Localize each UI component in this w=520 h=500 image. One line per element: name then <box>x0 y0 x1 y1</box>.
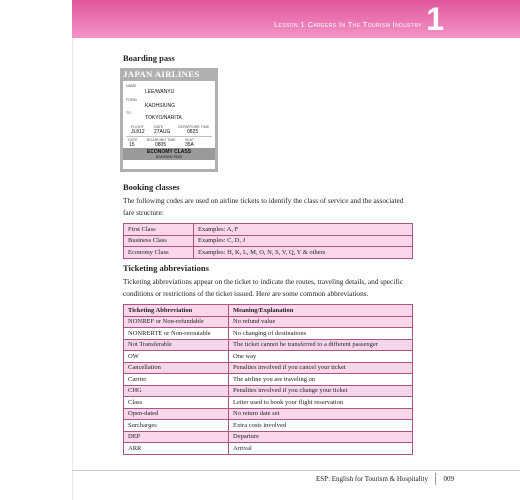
ticketing-abbreviations-table <box>123 304 413 455</box>
book-title: ESP: English for Tourism & Hospitality <box>316 475 428 483</box>
abbreviation-row-description: Letter used to book your flight reservation <box>229 397 413 409</box>
abbreviation-row-term: Cancellation <box>124 362 229 374</box>
class-band <box>123 148 215 160</box>
boarding-pass-heading: Boarding pass <box>123 53 175 63</box>
booking-class-row-description: Examples: H, K, L, M, O, N, S, V, Q, Y & others <box>194 247 413 259</box>
date-label: DATE <box>154 125 164 129</box>
booking-classes-paragraph: The following codes are used on airline tickets to identify the class of service and the associated fare structure: <box>123 196 404 217</box>
abbreviation-row-term: DEP <box>124 431 229 443</box>
lesson-header-band <box>72 0 520 38</box>
airline-name: JAPAN AIRLINES <box>123 69 200 79</box>
boarding-pass-image <box>120 68 218 172</box>
passenger-name: LEE/WANYU <box>145 89 175 95</box>
abbreviation-row-description: Penalties involved if you change your ticket <box>229 385 413 397</box>
abbreviation-row <box>124 443 413 455</box>
boarding-pass-card <box>123 81 215 169</box>
abbreviation-row <box>124 431 413 443</box>
abbreviation-row-description: No return date set <box>229 408 413 420</box>
abbreviation-row-description: The ticket cannot be transferred to a different passenger <box>229 339 413 351</box>
seat-label: SEAT <box>185 138 195 142</box>
from-label: FORM <box>126 98 137 102</box>
abbreviation-row-description: Extra costs involved <box>229 420 413 432</box>
abbreviation-row-term: NONRERTE or Non-reroutable <box>124 328 229 340</box>
abbreviation-row-description: Arrival <box>229 443 413 455</box>
footer-rule <box>72 470 520 471</box>
booking-class-row-description: Examples: A, F <box>194 224 413 236</box>
booking-classes-heading: Booking classes <box>123 182 180 192</box>
abbreviation-row <box>124 362 413 374</box>
boarding-pass-caption: BOARDING PASS <box>155 155 183 159</box>
abbreviation-row <box>124 420 413 432</box>
to-label: TO <box>126 111 131 115</box>
ticketing-abbreviations-heading: Ticketing abbreviations <box>123 263 209 273</box>
boarding-time-label: BOARDING TIME <box>147 138 176 142</box>
booking-class-row <box>124 235 413 247</box>
abbreviation-row <box>124 374 413 386</box>
abbreviation-row-description: No changing of destinations <box>229 328 413 340</box>
abbreviation-row-term: Class <box>124 397 229 409</box>
abbreviation-row-description: No refund value <box>229 316 413 328</box>
boarding-time: 0805 <box>155 142 167 148</box>
abbreviation-row-term: NONREF or Non-refundable <box>124 316 229 328</box>
abbreviation-row-term: ARR <box>124 443 229 455</box>
flight-date: 27AUG <box>154 129 171 135</box>
abbreviation-row <box>124 397 413 409</box>
chapter-number: 1 <box>426 1 444 37</box>
abbreviation-row-description: The airline you are traveling on <box>229 374 413 386</box>
abbreviation-row <box>124 339 413 351</box>
ticketing-abbreviations-paragraph: Ticketing abbreviations appear on the ticket to indicate the routes, traveling details, and specific conditions or restrictions of the ticket issued. Here are some common abbreviations. <box>123 277 403 298</box>
booking-class-row-term: Economy Class <box>124 247 194 259</box>
column-header-meaning: Meaning/Explanation <box>229 305 413 317</box>
booking-classes-table <box>123 223 413 259</box>
origin-city: KAOHSIUNG <box>145 103 176 109</box>
gate-number: 15 <box>129 142 135 148</box>
departure-label: DEPARTURE TIME <box>178 125 210 129</box>
travel-class: ECONOMY CLASS <box>146 149 192 155</box>
page-footer <box>72 470 520 500</box>
flight-number: JL812 <box>131 129 145 135</box>
abbreviation-row-term: Carrier <box>124 374 229 386</box>
flight-label: FLIGHT <box>131 125 144 129</box>
booking-class-row-term: Business Class <box>124 235 194 247</box>
abbreviation-row <box>124 385 413 397</box>
page-edge-rule <box>72 0 73 500</box>
departure-time: 0825 <box>187 129 199 135</box>
abbreviation-row-term: OW <box>124 351 229 363</box>
lesson-title: Lesson 1 Careers In The Tourism Industry <box>273 20 422 29</box>
abbreviation-row-term: Surcharges <box>124 420 229 432</box>
boarding-pass-divider <box>126 136 212 137</box>
abbreviation-row-description: One way <box>229 351 413 363</box>
seat-number: 35A <box>185 142 194 148</box>
abbreviation-row-description: Departure <box>229 431 413 443</box>
abbreviation-row-term: CHG <box>124 385 229 397</box>
page-number: 009 <box>443 475 454 483</box>
footer-separator <box>435 473 436 485</box>
abbreviation-row-term: Not Transferable <box>124 339 229 351</box>
booking-class-row-description: Examples: C, D, J <box>194 235 413 247</box>
abbreviation-row <box>124 328 413 340</box>
abbreviation-row-term: Open-dated <box>124 408 229 420</box>
booking-class-row <box>124 247 413 259</box>
abbreviation-row-description: Penalties involved if you cancel your ticket <box>229 362 413 374</box>
abbreviation-row <box>124 351 413 363</box>
destination-city: TOKYO/NARITA <box>145 115 182 121</box>
booking-class-row-term: First Class <box>124 224 194 236</box>
name-label: NAME <box>126 84 137 88</box>
booking-class-row <box>124 224 413 236</box>
column-header-abbreviation: Ticketing Abbreviation <box>124 305 229 317</box>
abbreviation-row <box>124 408 413 420</box>
abbreviation-row <box>124 316 413 328</box>
gate-label: GATE <box>128 138 138 142</box>
